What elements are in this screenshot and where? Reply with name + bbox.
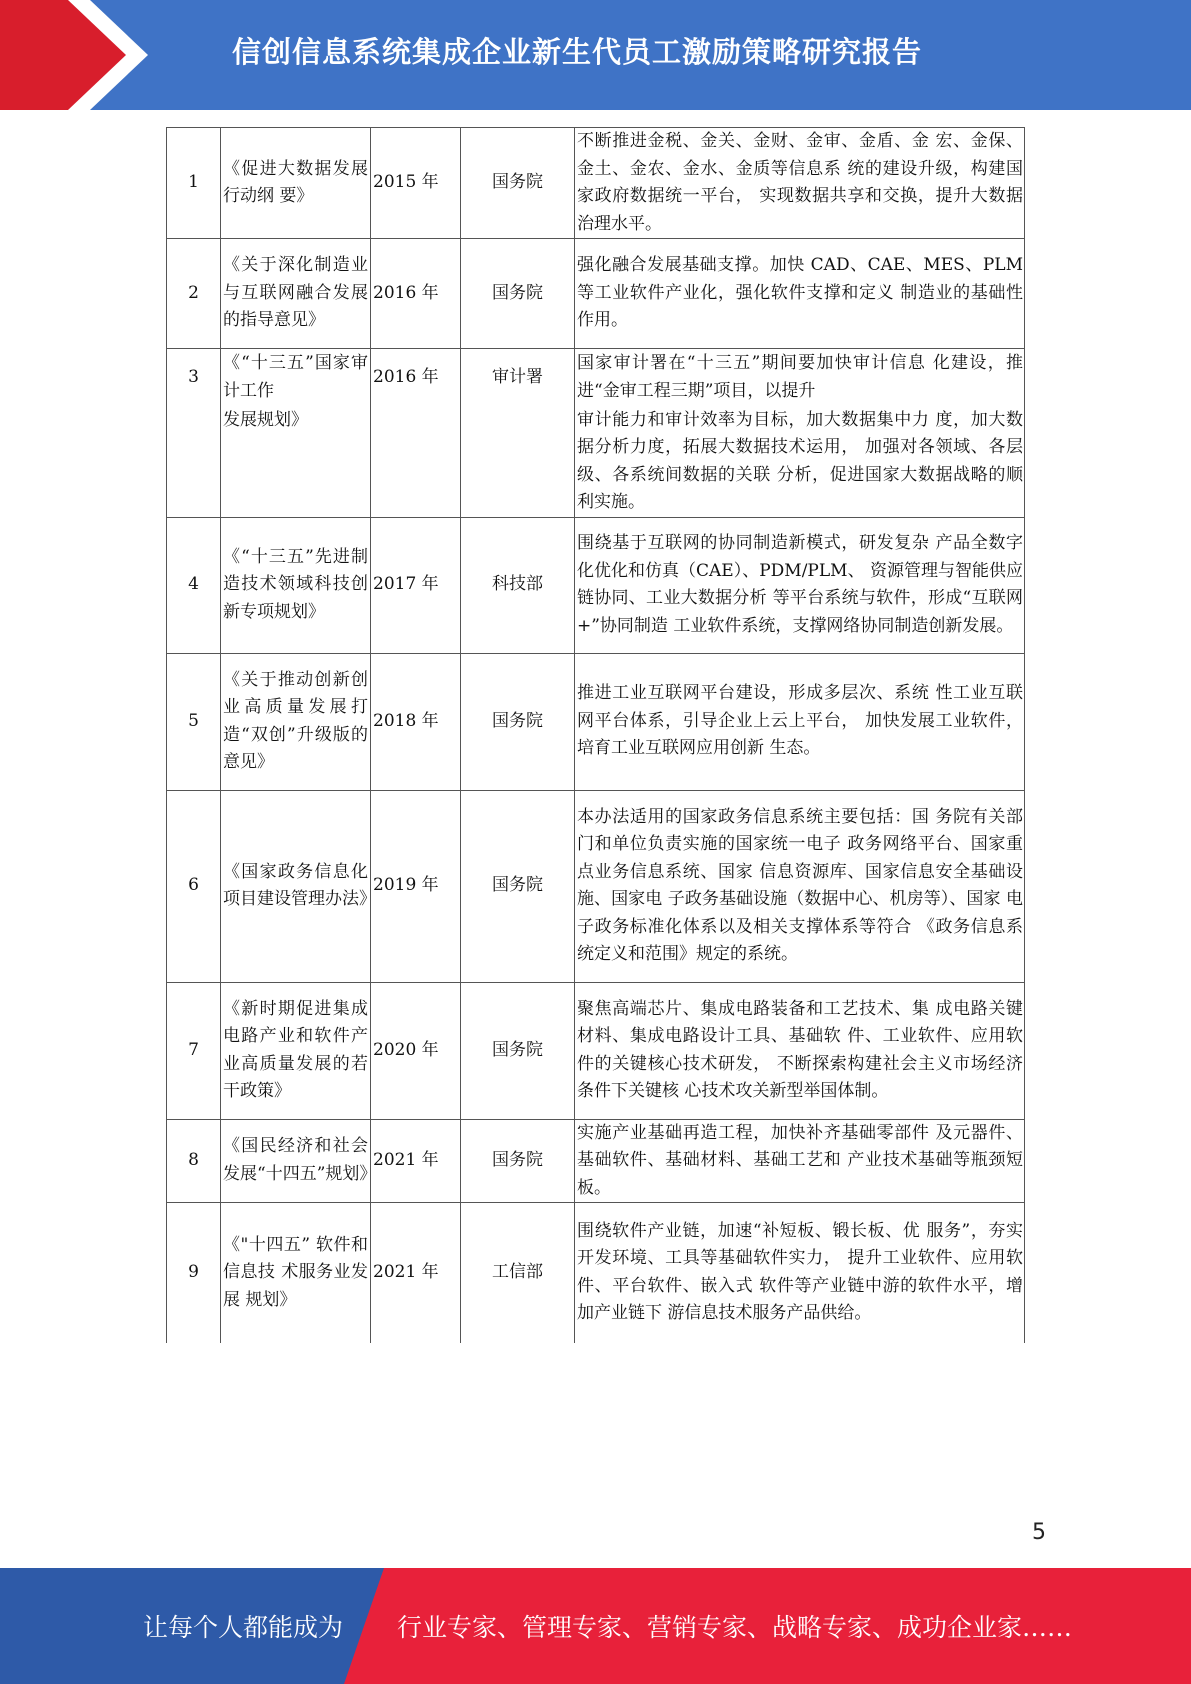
policy-content-cell: 围绕基于互联网的协同制造新模式，研发复杂 产品全数字化优化和仿真（CAE）、PDM/PLM、 资源管理与智能供应链协同、工业大数据分析 等平台系统与软件，形成“互联网+”协同制造 工业软件系统，支撑网络协同制造创新发展。 — [575, 517, 1025, 653]
table-row — [167, 128, 1025, 239]
header-chevron-icon — [0, 0, 160, 110]
policy-year-cell: 2017 年 — [371, 517, 461, 653]
policy-title-cell: 《关于深化制造业与互联网融合发展的指导意见》 — [221, 239, 371, 349]
policy-year-cell: 2021 年 — [371, 1203, 461, 1343]
issuing-department-cell: 国务院 — [461, 1119, 575, 1203]
row-number-cell: 7 — [167, 982, 221, 1119]
policy-year-cell: 2020 年 — [371, 982, 461, 1119]
policy-content-cell: 推进工业互联网平台建设，形成多层次、系统 性工业互联网平台体系，引导企业上云上平台， 加快发展工业软件，培育工业互联网应用创新 生态。 — [575, 653, 1025, 790]
policy-year-cell: 2019 年 — [371, 790, 461, 982]
policy-title-cell: 《“十三五”国家审计工作 — [221, 349, 371, 407]
policy-year-cell: 2016 年 — [371, 349, 461, 407]
issuing-department-cell: 国务院 — [461, 790, 575, 982]
footer-slogan-left: 让每个人都能成为 — [143, 1613, 344, 1642]
policy-content-cell: 强化融合发展基础支撑。加快 CAD、CAE、MES、PLM 等工业软件产业化，强化软件支撑和定义 制造业的基础性作用。 — [575, 239, 1025, 349]
policy-year-cell: 2018 年 — [371, 653, 461, 790]
policy-title-cell: 《关于推动创新创业高质量发展打造“双创”升级版的意见》 — [221, 653, 371, 790]
table-row — [167, 349, 1025, 407]
policy-table — [166, 127, 1025, 1343]
policy-table-container — [166, 127, 1024, 1343]
policy-content-cell: 本办法适用的国家政务信息系统主要包括：国 务院有关部门和单位负责实施的国家统一电子 政务网络平台、国家重点业务信息系统、国家 信息资源库、国家信息安全基础设施、国家电 子政务基础设施（数据中心、机房等）、国家 电子政务标准化体系以及相关支撑体系等符合 《政务信息系统定义和范围》规定的系统。 — [575, 790, 1025, 982]
policy-title-cell: 发展规划》 — [221, 407, 371, 518]
row-number-cell: 2 — [167, 239, 221, 349]
policy-content-cell: 国家审计署在“十三五”期间要加快审计信息 化建设，推进“金审工程三期”项目，以提升 — [575, 349, 1025, 407]
row-number-cell: 3 — [167, 349, 221, 407]
policy-title-cell: 《促进大数据发展行动纲 要》 — [221, 128, 371, 239]
policy-year-cell: 2015 年 — [371, 128, 461, 239]
issuing-department-cell: 国务院 — [461, 653, 575, 790]
policy-content-cell: 审计能力和审计效率为目标，加大数据集中力 度，加大数据分析力度，拓展大数据技术运用， 加强对各领域、各层级、各系统间数据的关联 分析，促进国家大数据战略的顺利实施。 — [575, 407, 1025, 518]
page-header — [0, 0, 1191, 110]
table-row — [167, 517, 1025, 653]
page-number: 5 — [1032, 1520, 1046, 1545]
policy-table-body — [167, 128, 1025, 1343]
issuing-department-cell: 国务院 — [461, 128, 575, 239]
table-row — [167, 653, 1025, 790]
policy-content-cell: 聚焦高端芯片、集成电路装备和工艺技术、集 成电路关键材料、集成电路设计工具、基础软 件、工业软件、应用软件的关键核心技术研发， 不断探索构建社会主义市场经济条件下关键核 心技术攻关新型举国体制。 — [575, 982, 1025, 1119]
table-row — [167, 982, 1025, 1119]
policy-title-cell: 《国家政务信息化项目建设管理办法》 — [221, 790, 371, 982]
table-row — [167, 239, 1025, 349]
table-row — [167, 407, 1025, 518]
row-number-cell: 9 — [167, 1203, 221, 1343]
policy-year-cell: 2021 年 — [371, 1119, 461, 1203]
row-number-cell — [167, 407, 221, 518]
issuing-department-cell: 科技部 — [461, 517, 575, 653]
table-row — [167, 1203, 1025, 1343]
issuing-department-cell: 国务院 — [461, 982, 575, 1119]
row-number-cell: 4 — [167, 517, 221, 653]
policy-title-cell: 《国民经济和社会发展“十四五”规划》 — [221, 1119, 371, 1203]
policy-content-cell: 围绕软件产业链，加速“补短板、锻长板、优 服务”，夯实开发环境、工具等基础软件实力， 提升工业软件、应用软件、平台软件、嵌入式 软件等产业链中游的软件水平，增加产业链下 游信息技术服务产品供给。 — [575, 1203, 1025, 1343]
policy-title-cell: 《新时期促进集成电路产业和软件产业高质量发展的若干政策》 — [221, 982, 371, 1119]
policy-year-cell — [371, 407, 461, 518]
row-number-cell: 6 — [167, 790, 221, 982]
row-number-cell: 1 — [167, 128, 221, 239]
row-number-cell: 5 — [167, 653, 221, 790]
policy-year-cell: 2016 年 — [371, 239, 461, 349]
issuing-department-cell: 国务院 — [461, 239, 575, 349]
issuing-department-cell — [461, 407, 575, 518]
policy-content-cell: 实施产业基础再造工程，加快补齐基础零部件 及元器件、基础软件、基础材料、基础工艺和 产业技术基础等瓶颈短板。 — [575, 1119, 1025, 1203]
issuing-department-cell: 审计署 — [461, 349, 575, 407]
page-footer — [0, 1568, 1191, 1684]
document-title: 信创信息系统集成企业新生代员工激励策略研究报告 — [232, 35, 923, 69]
policy-content-cell: 不断推进金税、金关、金财、金审、金盾、金 宏、金保、金土、金农、金水、金质等信息系 统的建设升级，构建国家政府数据统一平台， 实现数据共享和交换，提升大数据治理水平。 — [575, 128, 1025, 239]
policy-title-cell: 《“十三五”先进制造技术领域科技创新专项规划》 — [221, 517, 371, 653]
row-number-cell: 8 — [167, 1119, 221, 1203]
issuing-department-cell: 工信部 — [461, 1203, 575, 1343]
table-row — [167, 790, 1025, 982]
table-row — [167, 1119, 1025, 1203]
footer-slogan-right: 行业专家、管理专家、营销专家、战略专家、成功企业家…… — [397, 1613, 1073, 1642]
policy-title-cell: 《"十四五” 软件和信息技 术服务业发展 规划》 — [221, 1203, 371, 1343]
